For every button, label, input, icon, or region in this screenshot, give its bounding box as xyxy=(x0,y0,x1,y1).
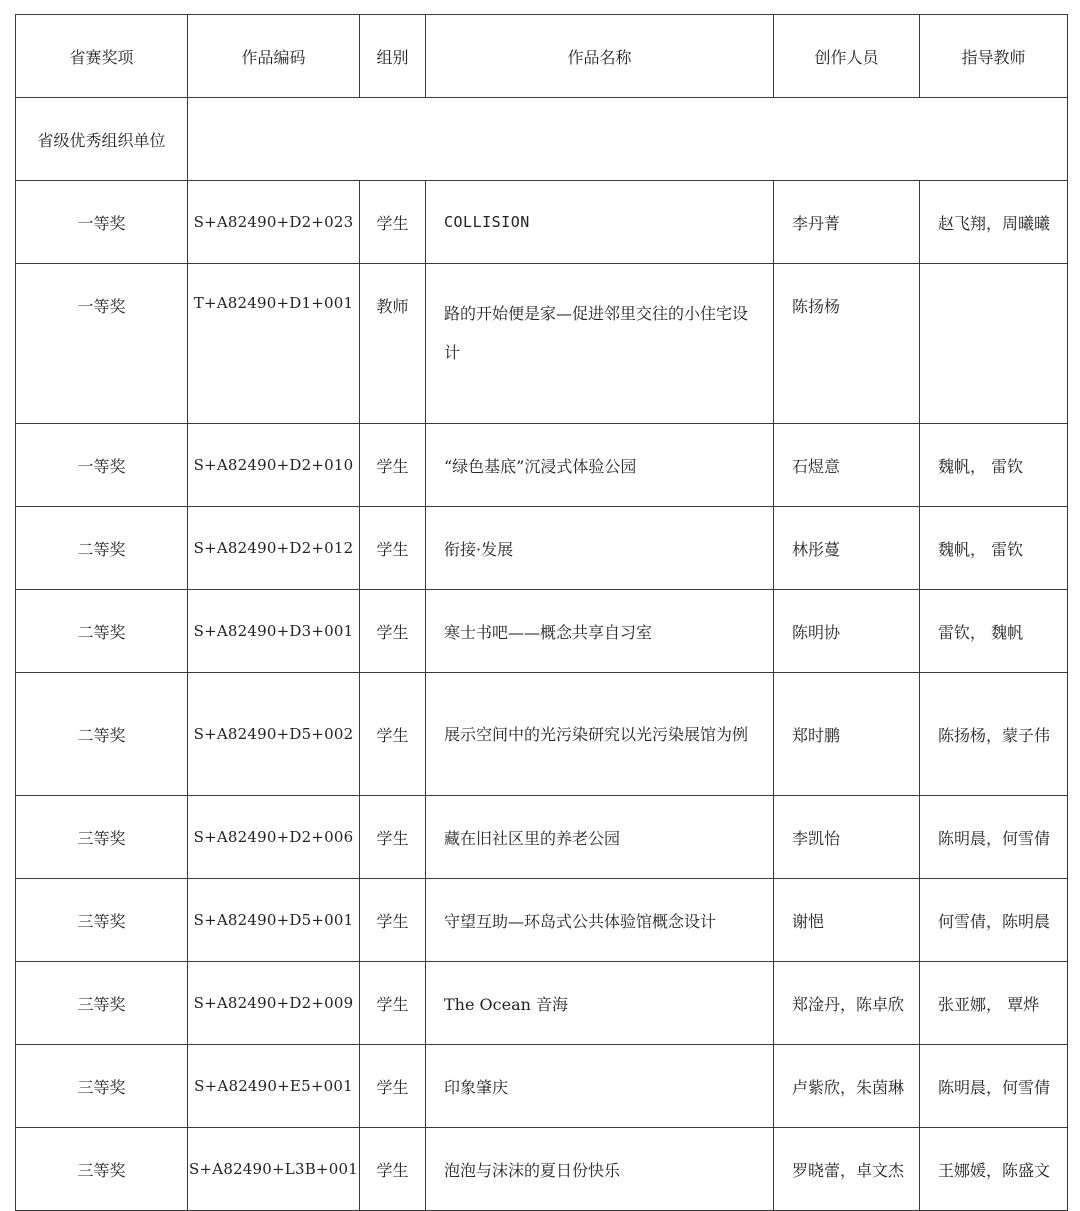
group-cell: 学生 xyxy=(360,1045,426,1128)
creators-cell: 罗晓蕾，卓文杰 xyxy=(774,1128,920,1211)
group-cell: 学生 xyxy=(360,796,426,879)
group-cell: 学生 xyxy=(360,181,426,264)
table-row xyxy=(16,590,1068,673)
table-row xyxy=(16,796,1068,879)
title-cell: “绿色基底”沉浸式体验公园 xyxy=(426,424,774,507)
creators-cell: 卢紫欣，朱茵琳 xyxy=(774,1045,920,1128)
group-cell: 教师 xyxy=(360,264,426,424)
creators-cell: 郑时鹏 xyxy=(774,673,920,796)
code-cell: S+A82490+D2+023 xyxy=(188,181,360,264)
table-row xyxy=(16,962,1068,1045)
advisors-cell: 赵飞翔，周曦曦 xyxy=(920,181,1068,264)
header-creators: 创作人员 xyxy=(774,15,920,98)
title-cell: 展示空间中的光污染研究以光污染展馆为例 xyxy=(426,673,774,796)
table-row xyxy=(16,1045,1068,1128)
title-cell: 泡泡与沫沫的夏日份快乐 xyxy=(426,1128,774,1211)
header-group: 组别 xyxy=(360,15,426,98)
code-cell: S+A82490+D2+006 xyxy=(188,796,360,879)
advisors-cell: 张亚娜， 覃烨 xyxy=(920,962,1068,1045)
award-cell: 三等奖 xyxy=(16,1128,188,1211)
advisors-cell: 陈明晨，何雪倩 xyxy=(920,1045,1068,1128)
code-cell: S+A82490+D2+010 xyxy=(188,424,360,507)
code-cell: S+A82490+E5+001 xyxy=(188,1045,360,1128)
group-cell: 学生 xyxy=(360,590,426,673)
code-cell: T+A82490+D1+001 xyxy=(188,264,360,424)
award-cell: 一等奖 xyxy=(16,264,188,424)
group-cell: 学生 xyxy=(360,507,426,590)
advisors-cell: 魏帆， 雷钦 xyxy=(920,507,1068,590)
award-cell: 一等奖 xyxy=(16,181,188,264)
code-cell: S+A82490+D2+012 xyxy=(188,507,360,590)
header-award: 省赛奖项 xyxy=(16,15,188,98)
table-row xyxy=(16,507,1068,590)
code-cell: S+A82490+D3+001 xyxy=(188,590,360,673)
award-cell: 三等奖 xyxy=(16,962,188,1045)
title-cell: 路的开始便是家—促进邻里交往的小住宅设计 xyxy=(426,264,774,424)
title-cell: COLLISION xyxy=(426,181,774,264)
header-title: 作品名称 xyxy=(426,15,774,98)
title-cell: 寒士书吧——概念共享自习室 xyxy=(426,590,774,673)
group-cell: 学生 xyxy=(360,962,426,1045)
header-advisors: 指导教师 xyxy=(920,15,1068,98)
code-cell: S+A82490+D2+009 xyxy=(188,962,360,1045)
award-cell: 三等奖 xyxy=(16,796,188,879)
group-cell: 学生 xyxy=(360,1128,426,1211)
code-cell: S+A82490+D5+001 xyxy=(188,879,360,962)
advisors-cell xyxy=(920,264,1068,424)
group-cell: 学生 xyxy=(360,879,426,962)
code-cell: S+A82490+D5+002 xyxy=(188,673,360,796)
creators-cell: 李丹菁 xyxy=(774,181,920,264)
group-cell: 学生 xyxy=(360,673,426,796)
title-cell: 藏在旧社区里的养老公园 xyxy=(426,796,774,879)
header-code: 作品编码 xyxy=(188,15,360,98)
advisors-cell: 雷钦， 魏帆 xyxy=(920,590,1068,673)
table-row xyxy=(16,181,1068,264)
awards-document xyxy=(15,14,1068,1211)
award-cell: 一等奖 xyxy=(16,424,188,507)
org-row-blank xyxy=(188,98,1068,181)
title-cell: 衔接·发展 xyxy=(426,507,774,590)
title-cell: The Ocean 音海 xyxy=(426,962,774,1045)
creators-cell: 谢悒 xyxy=(774,879,920,962)
table-row xyxy=(16,1128,1068,1211)
award-cell: 三等奖 xyxy=(16,1045,188,1128)
advisors-cell: 王娜媛，陈盛文 xyxy=(920,1128,1068,1211)
title-cell: 守望互助—环岛式公共体验馆概念设计 xyxy=(426,879,774,962)
award-cell: 三等奖 xyxy=(16,879,188,962)
creators-cell: 林彤蔓 xyxy=(774,507,920,590)
creators-cell: 陈明协 xyxy=(774,590,920,673)
award-cell: 二等奖 xyxy=(16,590,188,673)
advisors-cell: 何雪倩，陈明晨 xyxy=(920,879,1068,962)
award-cell: 二等奖 xyxy=(16,507,188,590)
org-row-label: 省级优秀组织单位 xyxy=(16,98,188,181)
advisors-cell: 陈明晨，何雪倩 xyxy=(920,796,1068,879)
group-cell: 学生 xyxy=(360,424,426,507)
table-row xyxy=(16,879,1068,962)
table-row xyxy=(16,424,1068,507)
table-row xyxy=(16,673,1068,796)
table-header-row xyxy=(16,15,1068,98)
table-row xyxy=(16,264,1068,424)
code-cell: S+A82490+L3B+001 xyxy=(188,1128,360,1211)
creators-cell: 陈扬杨 xyxy=(774,264,920,424)
advisors-cell: 陈扬杨，蒙子伟 xyxy=(920,673,1068,796)
creators-cell: 郑淦丹，陈卓欣 xyxy=(774,962,920,1045)
awards-table xyxy=(15,14,1068,1211)
title-cell: 印象肇庆 xyxy=(426,1045,774,1128)
org-row xyxy=(16,98,1068,181)
advisors-cell: 魏帆， 雷钦 xyxy=(920,424,1068,507)
creators-cell: 李凯怡 xyxy=(774,796,920,879)
creators-cell: 石煜意 xyxy=(774,424,920,507)
award-cell: 二等奖 xyxy=(16,673,188,796)
